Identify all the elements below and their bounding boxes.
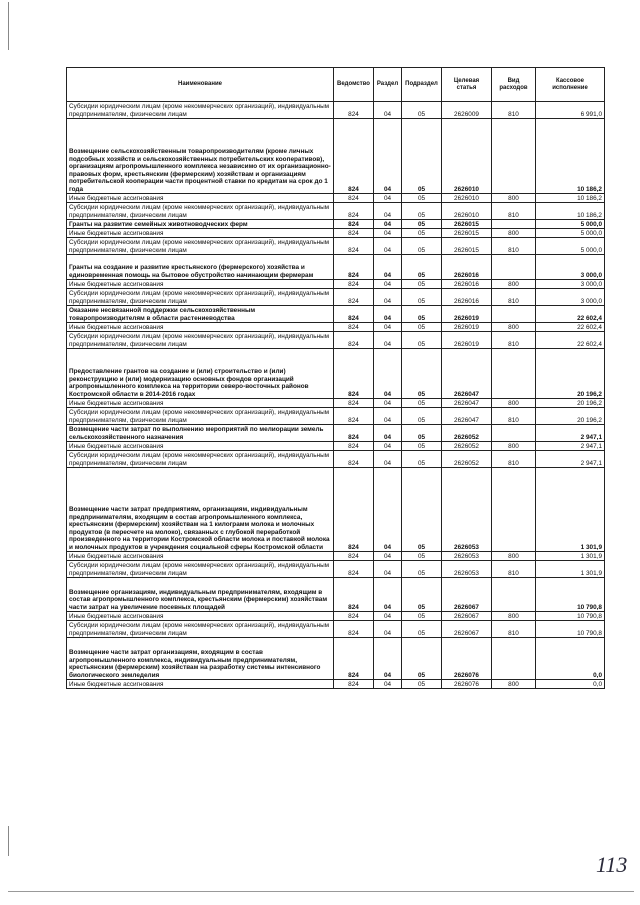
cell-subsection: 05 xyxy=(402,442,442,451)
cell-subsection: 05 xyxy=(402,552,442,561)
cell-expense: 810 xyxy=(492,561,536,578)
cell-amount: 22 602,4 xyxy=(536,332,605,349)
cell-dept: 824 xyxy=(334,238,374,255)
cell-name: Иные бюджетные ассигнования xyxy=(67,680,334,689)
cell-subsection: 05 xyxy=(402,102,442,119)
cell-target: 2626053 xyxy=(442,561,492,578)
cell-target: 2626009 xyxy=(442,102,492,119)
table-row xyxy=(67,280,605,289)
cell-name: Иные бюджетные ассигнования xyxy=(67,280,334,289)
cell-dept: 824 xyxy=(334,399,374,408)
cell-name: Гранты на создание и развитие крестьянского (фермерского) хозяйства и единовременная помощь на бытовое обустройство начинающим фермерам xyxy=(67,255,334,280)
cell-dept: 824 xyxy=(334,306,374,323)
cell-dept: 824 xyxy=(334,349,374,399)
cell-section: 04 xyxy=(374,280,402,289)
table-header-row xyxy=(67,68,605,102)
cell-amount: 20 196,2 xyxy=(536,349,605,399)
cell-name: Иные бюджетные ассигнования xyxy=(67,323,334,332)
cell-target: 2626067 xyxy=(442,578,492,612)
cell-expense xyxy=(492,468,536,552)
cell-name: Иные бюджетные ассигнования xyxy=(67,399,334,408)
cell-expense xyxy=(492,119,536,194)
table-row xyxy=(67,119,605,194)
cell-name: Субсидии юридическим лицам (кроме некоммерческих организаций), индивидуальным предпринимателям, физическим лицам xyxy=(67,203,334,220)
cell-target: 2626052 xyxy=(442,451,492,468)
cell-amount: 10 186,2 xyxy=(536,203,605,220)
cell-dept: 824 xyxy=(334,638,374,680)
table-row xyxy=(67,680,605,689)
cell-target: 2626019 xyxy=(442,332,492,349)
cell-subsection: 05 xyxy=(402,280,442,289)
cell-section: 04 xyxy=(374,255,402,280)
cell-dept: 824 xyxy=(334,561,374,578)
bottom-rule xyxy=(8,891,634,892)
cell-subsection: 05 xyxy=(402,561,442,578)
cell-dept: 824 xyxy=(334,194,374,203)
left-margin-line xyxy=(8,2,9,50)
cell-target: 2626010 xyxy=(442,203,492,220)
header-name: Наименование xyxy=(67,68,334,102)
cell-dept: 824 xyxy=(334,229,374,238)
table-row xyxy=(67,306,605,323)
cell-section: 04 xyxy=(374,203,402,220)
cell-amount: 10 790,8 xyxy=(536,612,605,621)
cell-amount: 5 000,0 xyxy=(536,220,605,229)
cell-expense xyxy=(492,638,536,680)
table-row xyxy=(67,621,605,638)
cell-subsection: 05 xyxy=(402,399,442,408)
cell-name: Субсидии юридическим лицам (кроме некоммерческих организаций), индивидуальным предпринимателям, физическим лицам xyxy=(67,102,334,119)
cell-amount: 3 000,0 xyxy=(536,255,605,280)
cell-section: 04 xyxy=(374,442,402,451)
cell-section: 04 xyxy=(374,621,402,638)
cell-amount: 0,0 xyxy=(536,680,605,689)
cell-section: 04 xyxy=(374,425,402,442)
cell-expense: 800 xyxy=(492,323,536,332)
cell-target: 2626076 xyxy=(442,680,492,689)
table-row xyxy=(67,194,605,203)
cell-subsection: 05 xyxy=(402,306,442,323)
budget-table xyxy=(66,67,605,689)
cell-name: Иные бюджетные ассигнования xyxy=(67,229,334,238)
table-body xyxy=(67,102,605,689)
cell-subsection: 05 xyxy=(402,229,442,238)
cell-dept: 824 xyxy=(334,102,374,119)
cell-expense: 810 xyxy=(492,289,536,306)
table-row xyxy=(67,425,605,442)
table-row xyxy=(67,468,605,552)
table-row xyxy=(67,349,605,399)
cell-section: 04 xyxy=(374,399,402,408)
cell-amount: 22 602,4 xyxy=(536,306,605,323)
cell-expense xyxy=(492,349,536,399)
cell-section: 04 xyxy=(374,552,402,561)
cell-section: 04 xyxy=(374,102,402,119)
header-target: Целевая статья xyxy=(442,68,492,102)
cell-expense: 810 xyxy=(492,238,536,255)
cell-subsection: 05 xyxy=(402,680,442,689)
cell-expense xyxy=(492,220,536,229)
cell-name: Субсидии юридическим лицам (кроме некоммерческих организаций), индивидуальным предпринимателям, физическим лицам xyxy=(67,561,334,578)
cell-dept: 824 xyxy=(334,612,374,621)
cell-expense xyxy=(492,306,536,323)
cell-subsection: 05 xyxy=(402,578,442,612)
header-subsection: Подраздел xyxy=(402,68,442,102)
cell-amount: 5 000,0 xyxy=(536,229,605,238)
cell-subsection: 05 xyxy=(402,408,442,425)
table-row xyxy=(67,552,605,561)
cell-expense xyxy=(492,255,536,280)
cell-expense: 800 xyxy=(492,552,536,561)
cell-target: 2626076 xyxy=(442,638,492,680)
cell-subsection: 05 xyxy=(402,425,442,442)
table-row xyxy=(67,220,605,229)
cell-name: Иные бюджетные ассигнования xyxy=(67,442,334,451)
cell-section: 04 xyxy=(374,680,402,689)
cell-section: 04 xyxy=(374,451,402,468)
cell-section: 04 xyxy=(374,238,402,255)
cell-amount: 10 790,8 xyxy=(536,621,605,638)
table-row xyxy=(67,442,605,451)
table-row xyxy=(67,408,605,425)
cell-amount: 10 186,2 xyxy=(536,119,605,194)
cell-amount: 6 991,0 xyxy=(536,102,605,119)
cell-subsection: 05 xyxy=(402,451,442,468)
header-amount: Кассовое исполнение xyxy=(536,68,605,102)
cell-dept: 824 xyxy=(334,680,374,689)
cell-target: 2626019 xyxy=(442,323,492,332)
cell-dept: 824 xyxy=(334,468,374,552)
cell-target: 2626047 xyxy=(442,399,492,408)
cell-section: 04 xyxy=(374,194,402,203)
cell-subsection: 05 xyxy=(402,349,442,399)
cell-expense: 810 xyxy=(492,203,536,220)
cell-dept: 824 xyxy=(334,451,374,468)
cell-name: Иные бюджетные ассигнования xyxy=(67,194,334,203)
cell-subsection: 05 xyxy=(402,612,442,621)
cell-section: 04 xyxy=(374,612,402,621)
cell-target: 2626053 xyxy=(442,468,492,552)
cell-amount: 22 602,4 xyxy=(536,323,605,332)
cell-target: 2626016 xyxy=(442,280,492,289)
cell-expense: 800 xyxy=(492,442,536,451)
cell-target: 2626047 xyxy=(442,349,492,399)
cell-amount: 1 301,9 xyxy=(536,552,605,561)
cell-subsection: 05 xyxy=(402,255,442,280)
cell-name: Субсидии юридическим лицам (кроме некоммерческих организаций), индивидуальным предпринимателям, физическим лицам xyxy=(67,408,334,425)
cell-target: 2626010 xyxy=(442,119,492,194)
cell-target: 2626052 xyxy=(442,425,492,442)
cell-section: 04 xyxy=(374,468,402,552)
table-row xyxy=(67,289,605,306)
cell-dept: 824 xyxy=(334,578,374,612)
cell-expense xyxy=(492,425,536,442)
cell-target: 2626047 xyxy=(442,408,492,425)
cell-subsection: 05 xyxy=(402,238,442,255)
table-row xyxy=(67,203,605,220)
cell-name: Гранты на развитие семейных животноводческих ферм xyxy=(67,220,334,229)
cell-subsection: 05 xyxy=(402,332,442,349)
cell-dept: 824 xyxy=(334,552,374,561)
cell-subsection: 05 xyxy=(402,638,442,680)
cell-subsection: 05 xyxy=(402,621,442,638)
cell-name: Субсидии юридическим лицам (кроме некоммерческих организаций), индивидуальным предпринимателям, физическим лицам xyxy=(67,621,334,638)
cell-amount: 3 000,0 xyxy=(536,289,605,306)
cell-section: 04 xyxy=(374,408,402,425)
cell-expense: 810 xyxy=(492,451,536,468)
cell-amount: 3 000,0 xyxy=(536,280,605,289)
cell-expense: 810 xyxy=(492,408,536,425)
header-expense: Вид расходов xyxy=(492,68,536,102)
cell-section: 04 xyxy=(374,119,402,194)
cell-subsection: 05 xyxy=(402,119,442,194)
cell-section: 04 xyxy=(374,638,402,680)
cell-section: 04 xyxy=(374,289,402,306)
page-number: 113 xyxy=(596,852,628,877)
cell-dept: 824 xyxy=(334,621,374,638)
table-row xyxy=(67,451,605,468)
cell-amount: 1 301,9 xyxy=(536,561,605,578)
cell-amount: 20 196,2 xyxy=(536,399,605,408)
cell-section: 04 xyxy=(374,561,402,578)
cell-subsection: 05 xyxy=(402,220,442,229)
table-row xyxy=(67,578,605,612)
cell-expense: 800 xyxy=(492,399,536,408)
cell-dept: 824 xyxy=(334,442,374,451)
cell-dept: 824 xyxy=(334,289,374,306)
table-row xyxy=(67,399,605,408)
cell-dept: 824 xyxy=(334,220,374,229)
table-row xyxy=(67,561,605,578)
header-dept: Ведомство xyxy=(334,68,374,102)
cell-target: 2626016 xyxy=(442,289,492,306)
cell-dept: 824 xyxy=(334,280,374,289)
cell-target: 2626010 xyxy=(442,194,492,203)
cell-name: Возмещение части затрат по выполнению мероприятий по мелиорации земель сельскохозяйственного назначения xyxy=(67,425,334,442)
cell-section: 04 xyxy=(374,306,402,323)
cell-target: 2626015 xyxy=(442,220,492,229)
cell-expense: 800 xyxy=(492,194,536,203)
cell-amount: 2 947,1 xyxy=(536,451,605,468)
cell-amount: 0,0 xyxy=(536,638,605,680)
cell-subsection: 05 xyxy=(402,323,442,332)
table-row xyxy=(67,102,605,119)
cell-name: Возмещение части затрат предприятиям, организациям, индивидуальным предпринимателям, входящим в состав агропромышленного комплекса, крестьянским (фермерским) хозяйствам на 1 килограмм молока и молочных продуктов (в пересчете на молоко), связанных с глубокой переработкой произведенного на территории Костромской области молока и поставкой молока и молочных продуктов в учреждения социальной сферы Костромской области xyxy=(67,468,334,552)
table-row xyxy=(67,255,605,280)
cell-amount: 10 186,2 xyxy=(536,194,605,203)
table-row xyxy=(67,612,605,621)
cell-subsection: 05 xyxy=(402,194,442,203)
cell-target: 2626016 xyxy=(442,255,492,280)
cell-name: Возмещение сельскохозяйственным товаропроизводителям (кроме личных подсобных хозяйств и сельскохозяйственных потребительских кооперативов), организациям агропромышленного комплекса независимо от их организационно-правовых форм, крестьянским (фермерским) хозяйствам и организациям потребительской кооперации части процентной ставки по кредитам на срок до 1 года xyxy=(67,119,334,194)
left-margin-line xyxy=(8,826,9,856)
cell-expense: 800 xyxy=(492,612,536,621)
cell-section: 04 xyxy=(374,323,402,332)
cell-amount: 20 196,2 xyxy=(536,408,605,425)
cell-expense: 800 xyxy=(492,680,536,689)
cell-target: 2626015 xyxy=(442,238,492,255)
cell-amount: 5 000,0 xyxy=(536,238,605,255)
cell-name: Иные бюджетные ассигнования xyxy=(67,552,334,561)
cell-expense: 800 xyxy=(492,280,536,289)
cell-subsection: 05 xyxy=(402,289,442,306)
cell-name: Субсидии юридическим лицам (кроме некоммерческих организаций), индивидуальным предпринимателям, физическим лицам xyxy=(67,451,334,468)
cell-section: 04 xyxy=(374,578,402,612)
cell-name: Иные бюджетные ассигнования xyxy=(67,612,334,621)
cell-dept: 824 xyxy=(334,119,374,194)
table-row xyxy=(67,332,605,349)
header-section: Раздел xyxy=(374,68,402,102)
cell-expense: 810 xyxy=(492,102,536,119)
cell-name: Возмещение части затрат организациям, входящим в состав агропромышленного комплекса, индивидуальным предпринимателям, крестьянским (фермерским) хозяйствам на разработку системы интенсивного биологического земледелия xyxy=(67,638,334,680)
cell-expense: 800 xyxy=(492,229,536,238)
cell-amount: 2 947,1 xyxy=(536,425,605,442)
cell-dept: 824 xyxy=(334,323,374,332)
cell-dept: 824 xyxy=(334,408,374,425)
table-row xyxy=(67,229,605,238)
cell-dept: 824 xyxy=(334,425,374,442)
cell-name: Субсидии юридическим лицам (кроме некоммерческих организаций), индивидуальным предпринимателям, физическим лицам xyxy=(67,332,334,349)
cell-expense xyxy=(492,578,536,612)
cell-section: 04 xyxy=(374,349,402,399)
cell-section: 04 xyxy=(374,229,402,238)
cell-target: 2626052 xyxy=(442,442,492,451)
cell-amount: 2 947,1 xyxy=(536,442,605,451)
cell-target: 2626067 xyxy=(442,612,492,621)
cell-name: Предоставление грантов на создание и (или) строительство и (или) реконструкцию и (или) модернизацию основных фондов организаций агропромышленного комплекса на территории северо-восточных районов Костромской области в 2014-2016 годах xyxy=(67,349,334,399)
cell-subsection: 05 xyxy=(402,468,442,552)
cell-section: 04 xyxy=(374,332,402,349)
cell-expense: 810 xyxy=(492,621,536,638)
cell-name: Субсидии юридическим лицам (кроме некоммерческих организаций), индивидуальным предпринимателям, физическим лицам xyxy=(67,238,334,255)
cell-dept: 824 xyxy=(334,203,374,220)
cell-subsection: 05 xyxy=(402,203,442,220)
cell-amount: 1 301,9 xyxy=(536,468,605,552)
cell-dept: 824 xyxy=(334,255,374,280)
cell-dept: 824 xyxy=(334,332,374,349)
cell-amount: 10 790,8 xyxy=(536,578,605,612)
table-row xyxy=(67,638,605,680)
cell-target: 2626015 xyxy=(442,229,492,238)
table-row xyxy=(67,323,605,332)
table-row xyxy=(67,238,605,255)
cell-target: 2626067 xyxy=(442,621,492,638)
cell-name: Возмещение организациям, индивидуальным предпринимателям, входящим в состав агропромышленного комплекса, крестьянским (фермерским) хозяйствам части затрат на увеличение посевных площадей xyxy=(67,578,334,612)
cell-name: Субсидии юридическим лицам (кроме некоммерческих организаций), индивидуальным предпринимателям, физическим лицам xyxy=(67,289,334,306)
cell-target: 2626019 xyxy=(442,306,492,323)
cell-expense: 810 xyxy=(492,332,536,349)
cell-section: 04 xyxy=(374,220,402,229)
cell-target: 2626053 xyxy=(442,552,492,561)
cell-name: Оказание несвязанной поддержки сельскохозяйственным товаропроизводителям в области растениеводства xyxy=(67,306,334,323)
